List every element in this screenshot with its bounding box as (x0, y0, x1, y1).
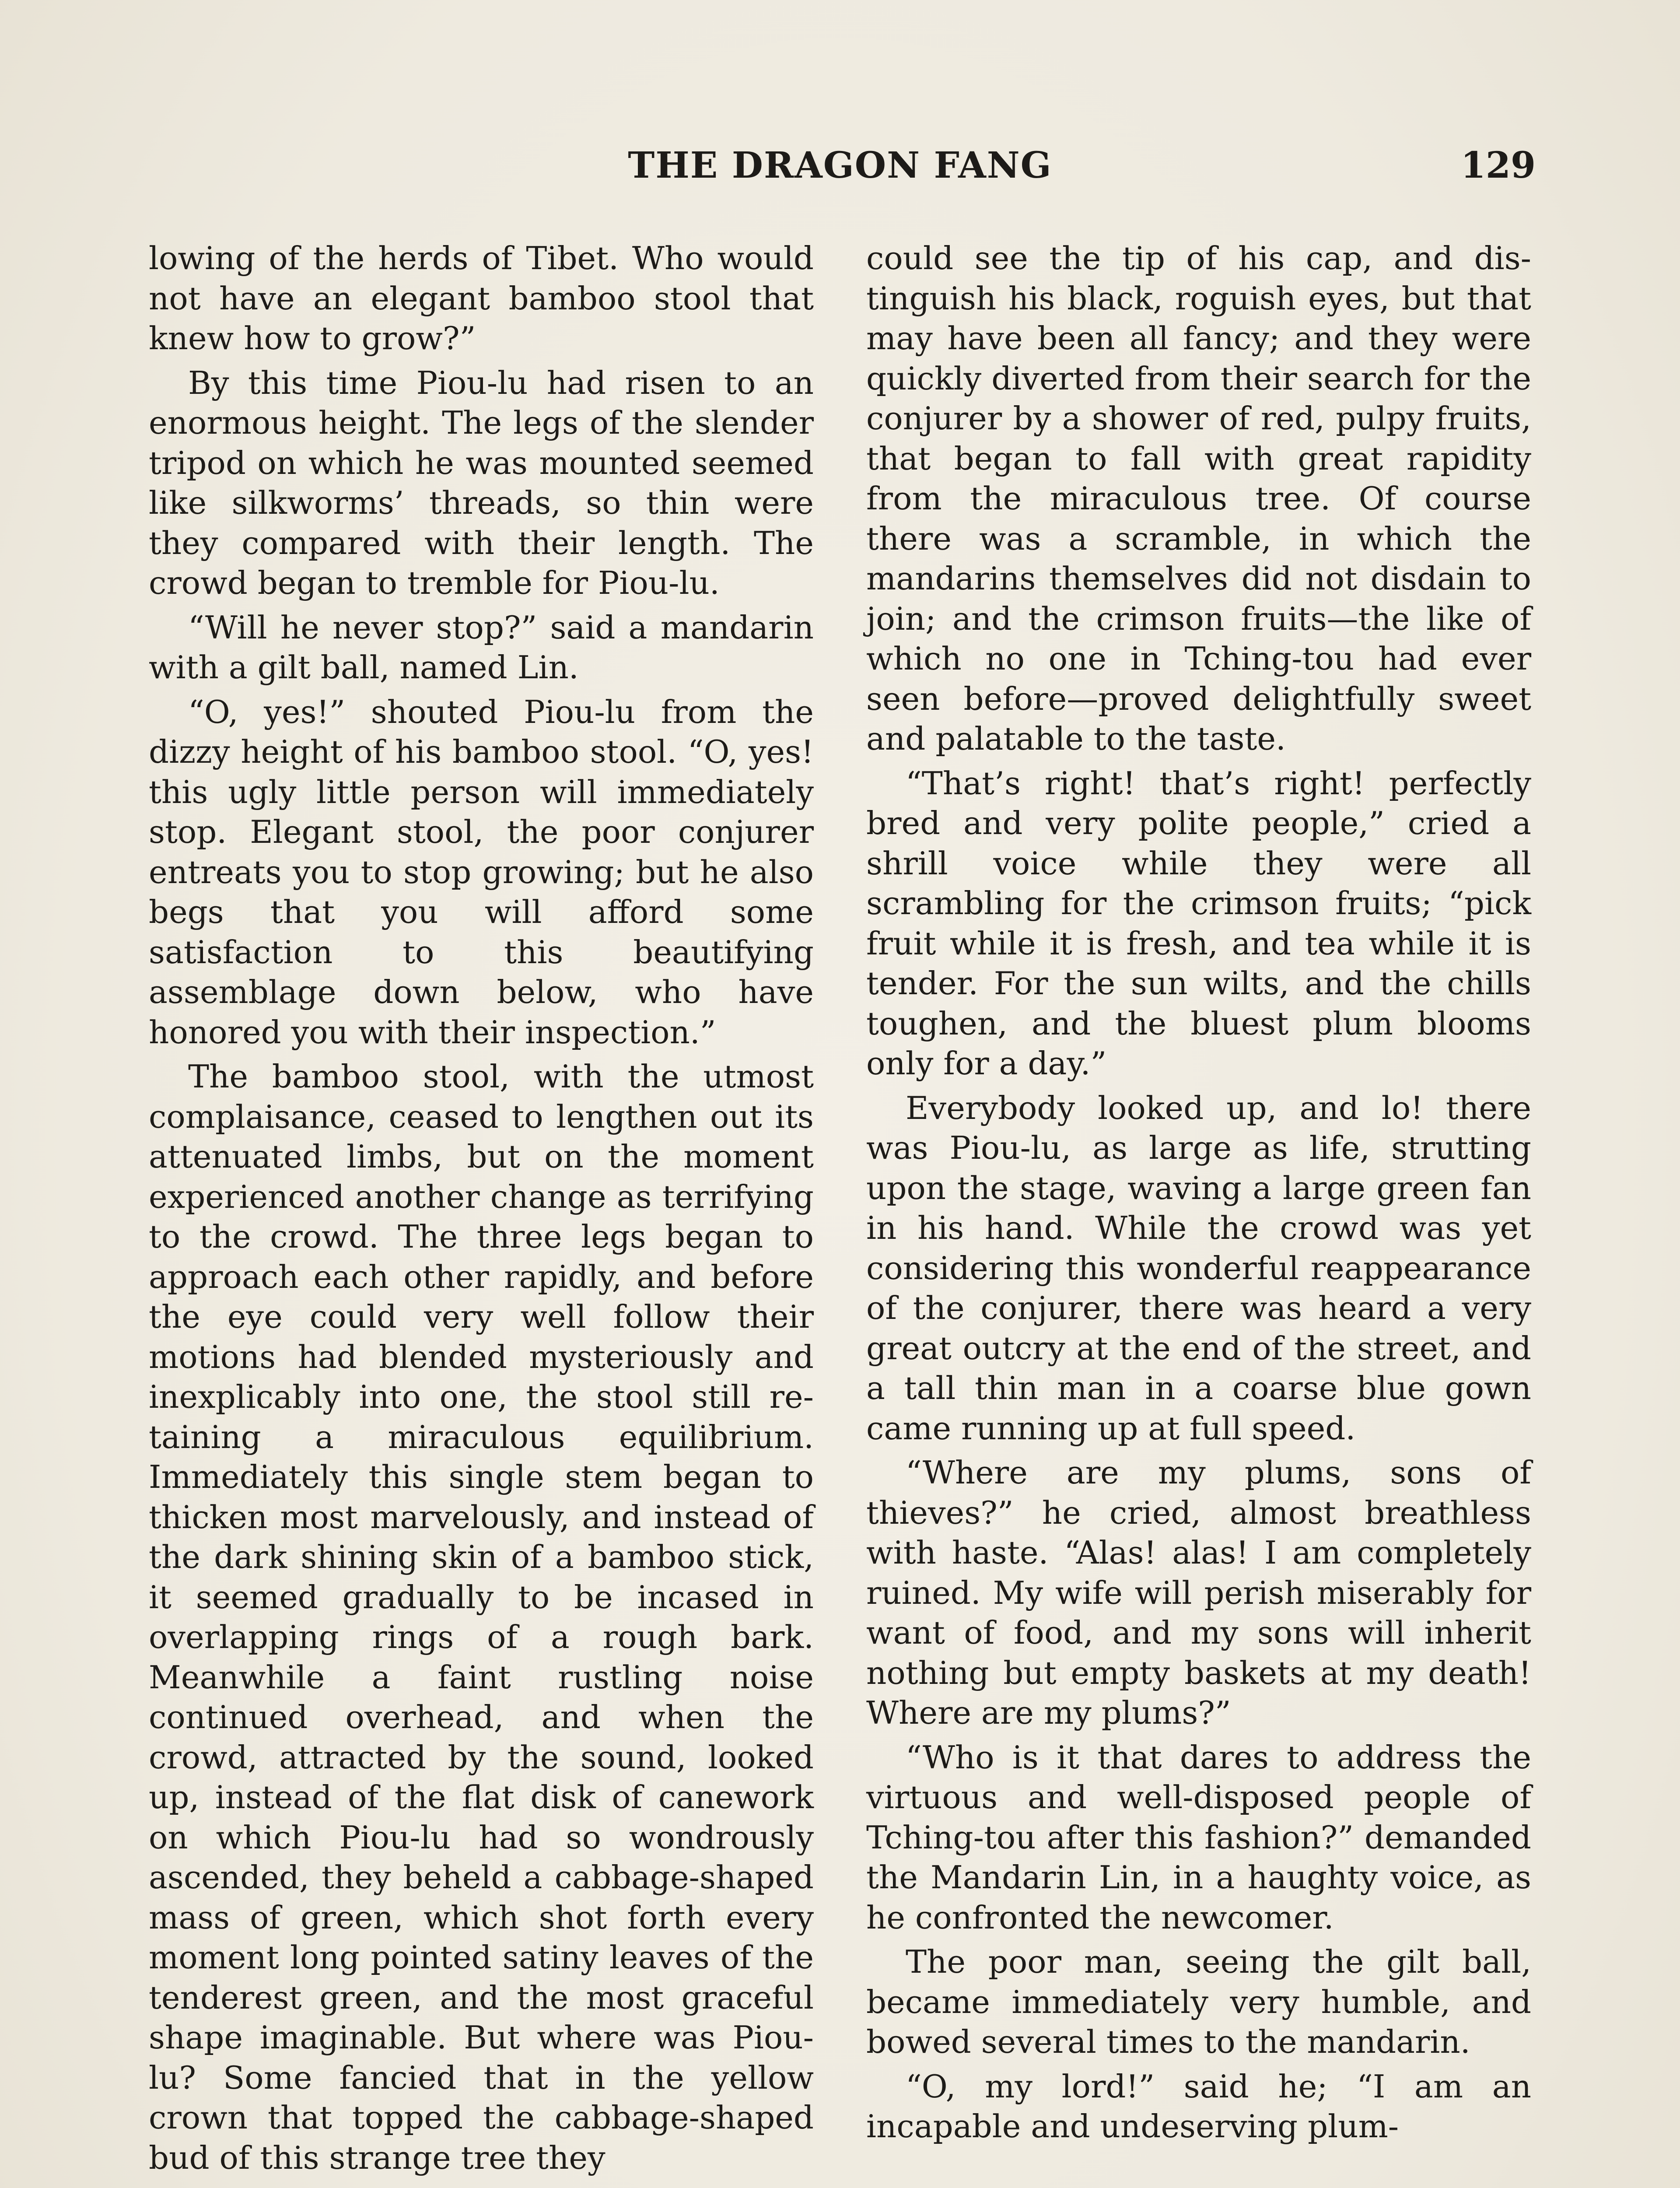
running-title: THE DRAGON FANG (628, 144, 1052, 186)
paragraph: “Where are my plums, sons of thieves?” he cried, almost breathless with haste. “Alas! alas! I am completely ruined. My wife will perish miserably for want of food, and my sons will inherit nothing but empty baskets at my death! Where are my plums?” (866, 1454, 1531, 1731)
paragraph: lowing of the herds of Tibet. Who would not have an elegant bamboo stool that knew how to grow?” (149, 240, 814, 357)
paragraph: “That’s right! that’s right! perfectly bred and very polite people,” cried a shrill voice while they were all scrambling for the crimson fruits; “pick fruit while it is fresh, and tea while it is tender. For the sun wilts, and the chills toughen, and the bluest plum blooms only for a day.” (866, 764, 1531, 1082)
paragraph: By this time Piou-lu had risen to an enormous height. The legs of the slender tripod on which he was mounted seemed like silkworms’ threads, so thin were they compared with their length. The crowd began to tremble for Piou-lu. (149, 364, 814, 601)
page-number: 129 (1460, 144, 1536, 186)
paragraph: The poor man, seeing the gilt ball, became immediately very humble, and bowed several times to the mandarin. (866, 1943, 1531, 2060)
paragraph: Everybody looked up, and lo! there was Piou-lu, as large as life, strutting upon the stage, waving a large green fan in his hand. While the crowd was yet considering this wonderful reappearance of the conjurer, there was heard a very great outcry at the end of the street, and a tall thin man in a coarse blue gown came running up at full speed. (866, 1089, 1531, 1447)
paragraph: “Will he never stop?” said a mandarin with a gilt ball, named Lin. (149, 609, 814, 686)
left-column (149, 238, 814, 2182)
paragraph: could see the tip of his cap, and distinguish his black, roguish eyes, but that may have been all fancy; and they were quickly diverted from their search for the conjurer by a shower of red, pulpy fruits, that began to fall with great rapidity from the miraculous tree. Of course there was a scramble, in which the mandarins themselves did not disdain to join; and the crimson fruits—the like of which no one in Tching-tou had ever seen before—proved delightfully sweet and palatable to the taste. (866, 240, 1531, 757)
page-header (144, 144, 1536, 193)
paragraph: “O, yes!” shouted Piou-lu from the dizzy height of his bamboo stool. “O, yes! this ugly little person will immediately stop. Elegant stool, the poor conjurer entreats you to stop growing; but he also begs that you will afford some satisfaction to this beautifying assemblage down below, who have honored you with their inspection.” (149, 693, 814, 1051)
paragraph: “Who is it that dares to address the virtuous and well-disposed people of Tching-tou after this fashion?” demanded the Mandarin Lin, in a haughty voice, as he confronted the newcomer. (866, 1739, 1531, 1936)
right-column (866, 238, 1531, 2151)
paragraph: “O, my lord!” said he; “I am an incapable and undeserving plum- (866, 2068, 1531, 2145)
paragraph: The bamboo stool, with the utmost complaisance, ceased to lengthen out its attenuated limbs, but on the moment experienced another change as terrifying to the crowd. The three legs began to approach each other rapidly, and before the eye could very well follow their motions had blended mysteriously and inexplicably into one, the stool still retaining a miraculous equilibrium. Immediately this single stem began to thicken most marvelously, and instead of the dark shining skin of a bamboo stick, it seemed gradually to be incased in overlapping rings of a rough bark. Meanwhile a faint rustling noise continued overhead, and when the crowd, attracted by the sound, looked up, instead of the flat disk of canework on which Piou-lu had so wondrously ascended, they beheld a cabbage-shaped mass of green, which shot forth every moment long pointed satiny leaves of the tenderest green, and the most graceful shape imaginable. But where was Piou-lu? Some fancied that in the yellow crown that topped the cabbage-shaped bud of this strange tree they (149, 1058, 814, 2176)
